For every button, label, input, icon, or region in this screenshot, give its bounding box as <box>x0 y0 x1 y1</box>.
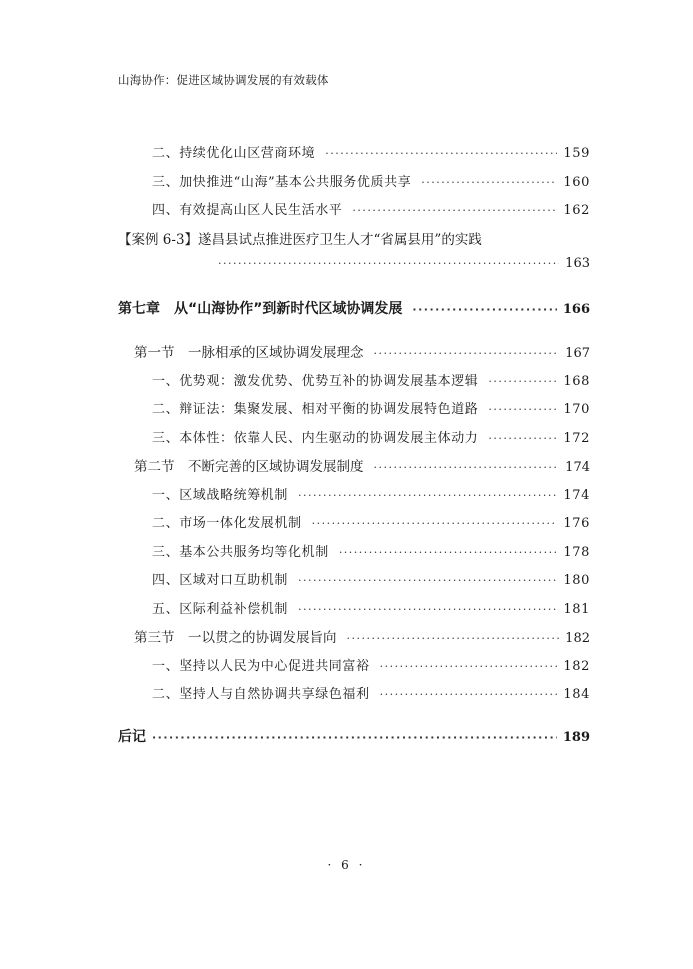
toc-leader-dots <box>218 257 559 270</box>
toc-page-number: 166 <box>562 302 590 317</box>
toc-entry[interactable] <box>152 683 590 702</box>
page-number-footer: · 6 · <box>327 858 366 872</box>
toc-section-title: 第二节 不断完善的区域协调发展制度 <box>134 459 364 475</box>
toc-entry[interactable] <box>152 171 590 190</box>
toc-page-number: 162 <box>563 203 590 218</box>
toc-page-number: 174 <box>565 460 590 475</box>
toc-entry-title: 二、持续优化山区营商环境 <box>152 146 316 161</box>
toc-entry-title: 一、优势观：激发优势、优势互补的协调发展基本逻辑 <box>152 374 479 389</box>
toc-leader-dots <box>488 432 557 445</box>
toc-case-entry[interactable] <box>118 228 590 248</box>
toc-leader-dots <box>298 489 557 502</box>
toc-entry[interactable] <box>152 370 590 389</box>
toc-page-number: 167 <box>565 346 590 361</box>
toc-leader-dots <box>312 517 558 530</box>
toc-section-title: 第一节 一脉相承的区域协调发展理念 <box>134 345 364 361</box>
toc-entry-title: 【案例 6-3】遂昌县试点推进医疗卫生人才“省属县用”的实践 <box>118 232 482 248</box>
toc-page-number: 160 <box>563 175 590 190</box>
toc-page-number: 172 <box>563 431 590 446</box>
toc-leader-dots <box>325 147 557 160</box>
toc-leader-dots <box>380 688 558 701</box>
toc-page-number: 182 <box>563 659 590 674</box>
toc-page-number: 189 <box>562 730 590 745</box>
toc-leader-dots <box>488 403 557 416</box>
toc-section-entry[interactable] <box>134 341 590 361</box>
toc-leader-dots <box>339 546 558 559</box>
toc-case-continuation[interactable] <box>218 256 590 271</box>
toc-page-number: 180 <box>563 573 590 588</box>
toc-entry-title: 三、加快推进“山海”基本公共服务优质共享 <box>152 175 412 190</box>
toc-entry[interactable] <box>152 427 590 446</box>
toc-entry-title: 四、有效提高山区人民生活水平 <box>152 203 343 218</box>
toc-entry[interactable] <box>152 655 590 674</box>
toc-leader-dots <box>298 603 557 616</box>
toc-entry-title: 四、区域对口互助机制 <box>152 573 289 588</box>
toc-entry-title: 三、基本公共服务均等化机制 <box>152 545 329 560</box>
toc-entry[interactable] <box>152 199 590 218</box>
toc-entry-title: 一、坚持以人民为中心促进共同富裕 <box>152 659 370 674</box>
toc-leader-dots <box>374 347 560 360</box>
toc-leader-dots <box>374 461 560 474</box>
toc-leader-dots <box>347 632 560 645</box>
toc-page-number: 184 <box>563 687 590 702</box>
toc-entry[interactable] <box>152 598 590 617</box>
toc-section-entry[interactable] <box>134 455 590 475</box>
toc-page-number: 176 <box>563 516 590 531</box>
toc-leader-dots <box>488 375 557 388</box>
toc-entry[interactable] <box>152 512 590 531</box>
toc-entry[interactable] <box>152 569 590 588</box>
toc-entry-title: 二、市场一体化发展机制 <box>152 516 302 531</box>
toc-entry[interactable] <box>152 541 590 560</box>
toc-section-entry[interactable] <box>134 626 590 646</box>
toc-page-number: 159 <box>563 146 590 161</box>
toc-leader-dots <box>380 660 558 673</box>
toc-chapter-title: 后记 <box>118 729 146 745</box>
toc-leader-dots <box>352 204 557 217</box>
running-header: 山海协作：促进区域协调发展的有效载体 <box>118 73 329 87</box>
toc-chapter-entry[interactable] <box>118 726 590 746</box>
toc-page-number: 170 <box>563 402 590 417</box>
toc-leader-dots <box>412 303 556 316</box>
toc-entry[interactable] <box>152 142 590 161</box>
toc-page-number: 168 <box>563 374 590 389</box>
toc-section-title: 第三节 一以贯之的协调发展旨向 <box>134 630 337 646</box>
toc-chapter-title: 第七章 从“山海协作”到新时代区域协调发展 <box>118 301 403 317</box>
toc-entry[interactable] <box>152 398 590 417</box>
toc-entry-title: 一、区域战略统筹机制 <box>152 488 289 503</box>
toc-page-number: 163 <box>565 256 590 271</box>
toc-entry-title: 五、区际利益补偿机制 <box>152 602 289 617</box>
toc-entry[interactable] <box>152 484 590 503</box>
toc-page-number: 178 <box>563 545 590 560</box>
toc-entry-title: 二、辩证法：集聚发展、相对平衡的协调发展特色道路 <box>152 402 479 417</box>
toc-entry-title: 二、坚持人与自然协调共享绿色福利 <box>152 687 370 702</box>
toc-page-number: 174 <box>563 488 590 503</box>
toc-page-number: 181 <box>563 602 590 617</box>
toc-entry-title: 三、本体性：依靠人民、内生驱动的协调发展主体动力 <box>152 431 479 446</box>
toc-leader-dots <box>152 731 557 744</box>
toc-leader-dots <box>298 574 557 587</box>
toc-leader-dots <box>421 176 557 189</box>
toc-chapter-entry[interactable] <box>118 298 590 318</box>
toc-page-number: 182 <box>565 631 590 646</box>
